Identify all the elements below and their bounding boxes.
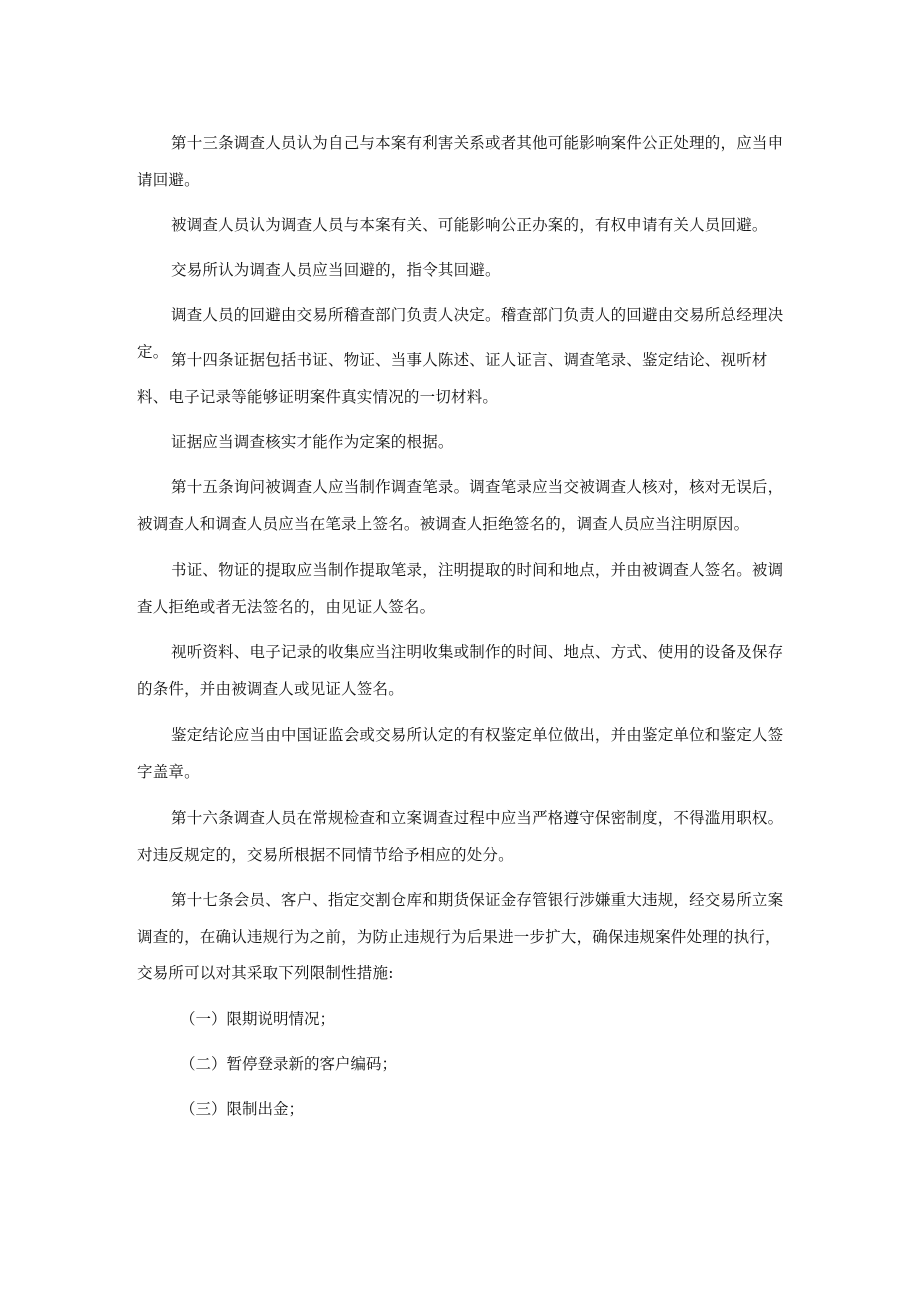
paragraph: 书证、物证的提取应当制作提取笔录，注明提取的时间和地点，并由被调查人签名。被调查人拒绝或者无法签名的，由见证人签名。 (137, 561, 784, 616)
paragraph: 鉴定结论应当由中国证监会或交易所认定的有权鉴定单位做出，并由鉴定单位和鉴定人签字盖章。 (137, 726, 784, 781)
paragraph-article-14: 第十四条证据包括书证、物证、当事人陈述、证人证言、调查笔录、鉴定结论、视听材料、电子记录等能够证明案件真实情况的一切材料。 (137, 351, 768, 406)
paragraph: 证据应当调查核实才能作为定案的根据。 (171, 433, 454, 451)
list-item: （一）限期说明情况； (180, 1010, 336, 1028)
paragraph: 交易所认为调查人员应当回避的，指令其回避。 (171, 261, 501, 279)
paragraph: 视听资料、电子记录的收集应当注明收集或制作的时间、地点、方式、使用的设备及保存的条件，并由被调查人或见证人签名。 (137, 643, 784, 698)
paragraph: 被调查人员认为调查人员与本案有关、可能影响公正办案的，有权申请有关人员回避。 (171, 216, 768, 234)
paragraph-article-16: 第十六条调查人员在常规检查和立案调查过程中应当严格遵守保密制度，不得滥用职权。对违反规定的，交易所根据不同情节给予相应的处分。 (137, 809, 784, 864)
paragraph-article-13: 第十三条调查人员认为自己与本案有利害关系或者其他可能影响案件公正处理的，应当申请回避。 (137, 134, 784, 189)
paragraph: 调查人员的回避由交易所稽查部门负责人决定。稽查部门负责人的回避由交易所总经理决定。 (137, 306, 784, 361)
list-item: （三）限制出金； (180, 1100, 305, 1118)
paragraph-article-17: 第十七条会员、客户、指定交割仓库和期货保证金存管银行涉嫌重大违规，经交易所立案调查的，在确认违规行为之前，为防止违规行为后果进一步扩大，确保违规案件处理的执行，交易所可以对其采取下列限制性措施: (137, 891, 784, 982)
paragraph-article-15: 第十五条询问被调查人应当制作调查笔录。调查笔录应当交被调查人核对，核对无误后，被调查人和调查人员应当在笔录上签名。被调查人拒绝签名的，调查人员应当注明原因。 (137, 478, 784, 533)
list-item: （二）暂停登录新的客户编码； (180, 1055, 398, 1073)
